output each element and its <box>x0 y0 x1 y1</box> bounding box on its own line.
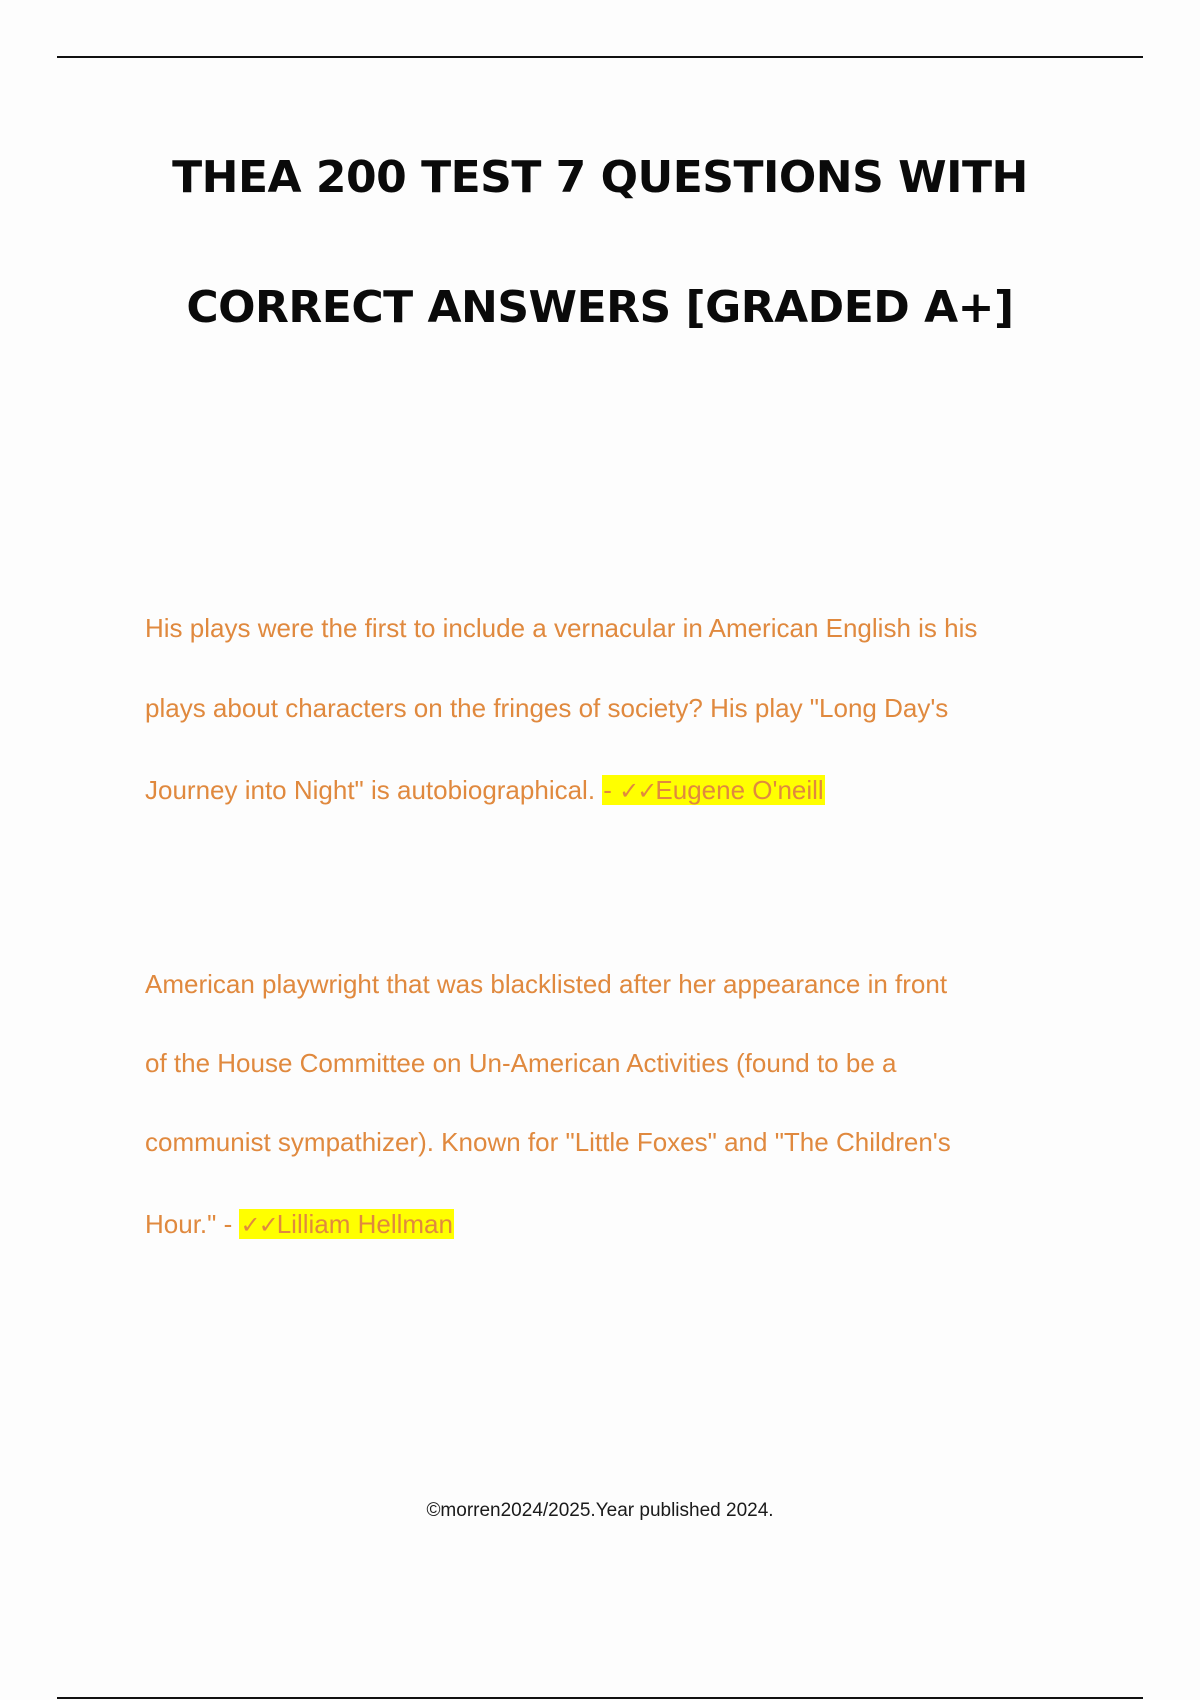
question-text-last-line <box>145 1204 1105 1244</box>
answer-highlight <box>602 775 824 805</box>
question-text-last-line <box>145 770 1105 810</box>
question-text: plays about characters on the fringes of society? His play "Long Day's <box>145 693 949 723</box>
question-text: Hour." - <box>145 1209 240 1239</box>
question-text: of the House Committee on Un-American Activities (found to be a <box>145 1048 897 1078</box>
answer-separator: - <box>603 775 620 805</box>
page-title-line-1: THEA 200 TEST 7 QUESTIONS WITH <box>172 152 1028 203</box>
double-check-icon: ✓✓ <box>240 1211 277 1239</box>
double-check-icon: ✓✓ <box>619 777 656 805</box>
question-text: Journey into Night" is autobiographical. <box>145 775 603 805</box>
answer-text: Eugene O'neill <box>655 775 824 805</box>
answer-highlight <box>239 1209 454 1239</box>
question-text: communist sympathizer). Known for "Little Foxes" and "The Children's <box>145 1127 951 1157</box>
question-text: American playwright that was blacklisted after her appearance in front <box>145 969 948 999</box>
answer-text: Lilliam Hellman <box>276 1209 453 1239</box>
page-title-line-2: CORRECT ANSWERS [GRADED A+] <box>186 282 1014 333</box>
top-rule <box>57 56 1143 58</box>
bottom-rule <box>57 1697 1143 1699</box>
question-text: His plays were the first to include a vernacular in American English is his <box>145 613 978 643</box>
copyright-footer: ©morren2024/2025.Year published 2024. <box>426 1500 774 1521</box>
